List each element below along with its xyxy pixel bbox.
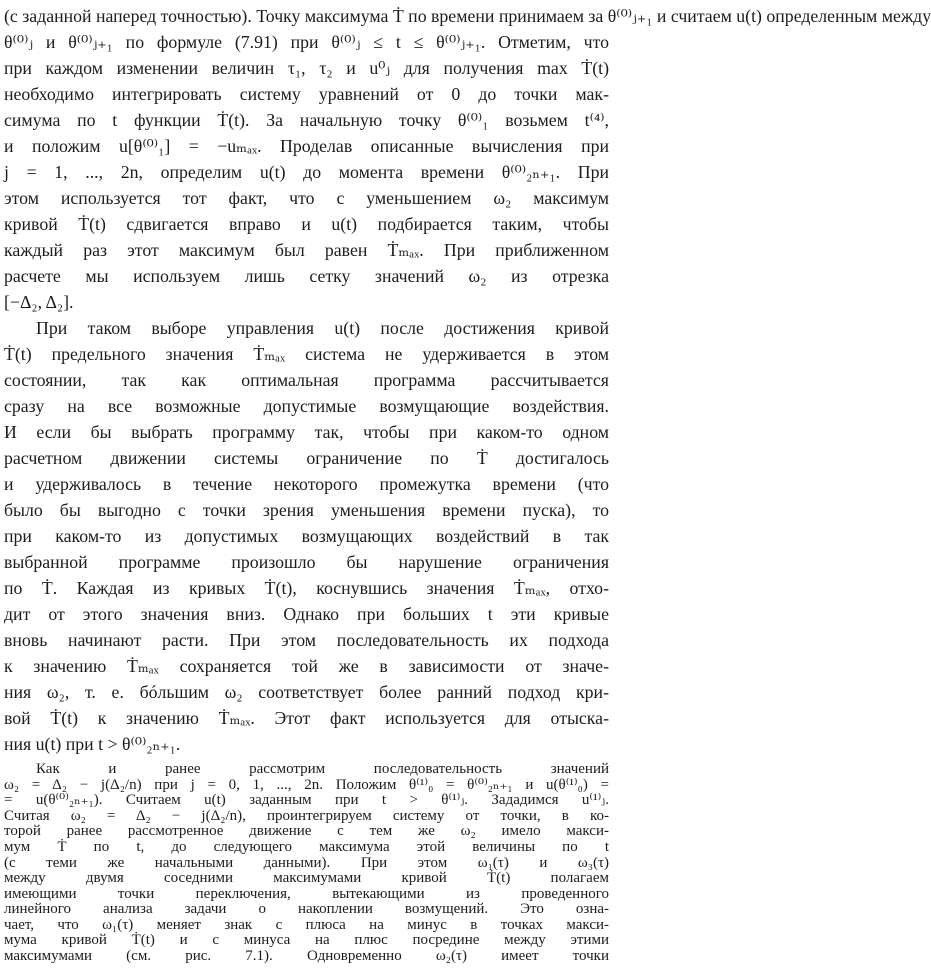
text-line: вой Ṫ(t) к значению Ṫₘₐₓ. Этот факт используется для отыска- — [4, 708, 609, 728]
text-line: [−Δ₂, Δ₂]. — [4, 292, 74, 312]
text-line: линейного анализа задачи о накоплении возмущений. Это озна- — [4, 901, 609, 918]
text-line: ния ω₂, т. е. бóльшим ω₂ соответствует более ранний подход кри- — [4, 682, 609, 702]
text-line: мум Ṫ по t, до следующего максимума этой величины по t — [4, 838, 609, 855]
text-line: каждый раз этот максимум был равен Ṫₘₐₓ. При приближенном — [4, 240, 609, 260]
text-line: сразу на все возможные допустимые возмущающие воздействия. — [4, 396, 609, 416]
text-line: мума кривой Ṫ(t) и с минуса на плюс посредине между этими — [4, 932, 609, 949]
text-line: было бы выгодно с точки зрения уменьшения времени пуска), то — [4, 500, 609, 520]
text-line: к значению Ṫₘₐₓ сохраняется той же в зависимости от значе- — [4, 656, 609, 676]
text-line: и удерживалось в течение некоторого промежутка времени (что — [4, 474, 609, 494]
text-line: и положим u[θ⁽⁰⁾₁] = −uₘₐₓ. Проделав описанные вычисления при — [4, 136, 609, 156]
text-line: при каком-то из допустимых возмущающих воздействий в так — [4, 526, 609, 546]
text-line: расчетном движении системы ограничение по Ṫ достигалось — [4, 448, 609, 468]
text-line: максимумами (см. рис. 7.1). Одновременно ω₂(τ) имеет точки — [4, 948, 609, 964]
text-line: имеющими точки переключения, вытекающими из проведенного — [4, 885, 609, 902]
text-line: симума по t функции Ṫ(t). За начальную точку θ⁽⁰⁾₁ возьмем t⁽⁴⁾, — [4, 110, 609, 130]
text-line: чает, что ω₁(τ) меняет знак с плюса на минус в точках макси- — [4, 916, 609, 933]
text-line: (с заданной наперед точностью). Точку максимума Ṫ по времени принимаем за θ⁽⁰⁾ⱼ₊₁ и считаем u(t) определенным между — [4, 6, 931, 26]
text-line: расчете мы используем лишь сетку значений ω₂ из отрезка — [4, 266, 609, 286]
text-line: вновь начинают расти. При этом последовательность их подхода — [4, 630, 609, 650]
text-line: Ṫ(t) предельного значения Ṫₘₐₓ система не удерживается в этом — [4, 344, 609, 364]
text-line: = u(θ⁽⁰⁾₂ₙ₊₁). Считаем u(t) заданным при t > θ⁽¹⁾ⱼ. Зададимся u⁽¹⁾ⱼ. — [4, 792, 609, 809]
text-line: θ⁽⁰⁾ⱼ и θ⁽⁰⁾ⱼ₊₁ по формуле (7.91) при θ⁽⁰⁾ⱼ ≤ t ≤ θ⁽⁰⁾ⱼ₊₁. Отметим, что — [4, 32, 609, 52]
text-line: при каждом изменении величин τ₁, τ₂ и u⁰ⱼ для получения max Ṫ(t) — [4, 58, 609, 78]
text-line: выбранной программе произошло бы нарушение ограничения — [4, 552, 609, 572]
text-line: этом используется тот факт, что с уменьшением ω₂ максимум — [4, 188, 609, 208]
text-line: ω₂ = Δ₂ − j(Δ₂/n) при j = 0, 1, ..., 2n. Положим θ⁽¹⁾₀ = θ⁽⁰⁾₂ₙ₊₁ и u(θ⁽¹⁾₀) = — [4, 776, 609, 793]
text-line: дит от этого значения вниз. Однако при больших t эти кривые — [4, 604, 609, 624]
text-line: между двумя соседними максимумами кривой Ṫ(t) полагаем — [4, 870, 609, 887]
text-line: кривой Ṫ(t) сдвигается вправо и u(t) подбирается таким, чтобы — [4, 214, 609, 234]
text-line: При таком выборе управления u(t) после достижения кривой — [36, 318, 609, 338]
text-line: торой ранее рассмотренное движение с тем же ω₂ имело макси- — [4, 823, 609, 840]
text-line: состоянии, так как оптимальная программа рассчитывается — [4, 370, 609, 390]
text-line: И если бы выбрать программу так, чтобы при каком-то одном — [4, 422, 609, 442]
text-line: ния u(t) при t > θ⁽⁰⁾₂ₙ₊₁. — [4, 734, 181, 754]
text-line: по Ṫ. Каждая из кривых Ṫ(t), коснувшись значения Ṫₘₐₓ, отхо- — [4, 578, 609, 598]
text-line: Как и ранее рассмотрим последовательность значений — [36, 761, 609, 777]
text-line: (с теми же начальными данными). При этом ω₁(τ) и ω₃(τ) — [4, 854, 609, 871]
text-line: Считая ω₂ = Δ₂ − j(Δ₂/n), проинтегрируем систему от точки, в ко- — [4, 807, 609, 824]
text-line: необходимо интегрировать систему уравнений от 0 до точки мак- — [4, 84, 609, 104]
text-line: j = 1, ..., 2n, определим u(t) до момента времени θ⁽⁰⁾₂ₙ₊₁. При — [4, 162, 609, 182]
